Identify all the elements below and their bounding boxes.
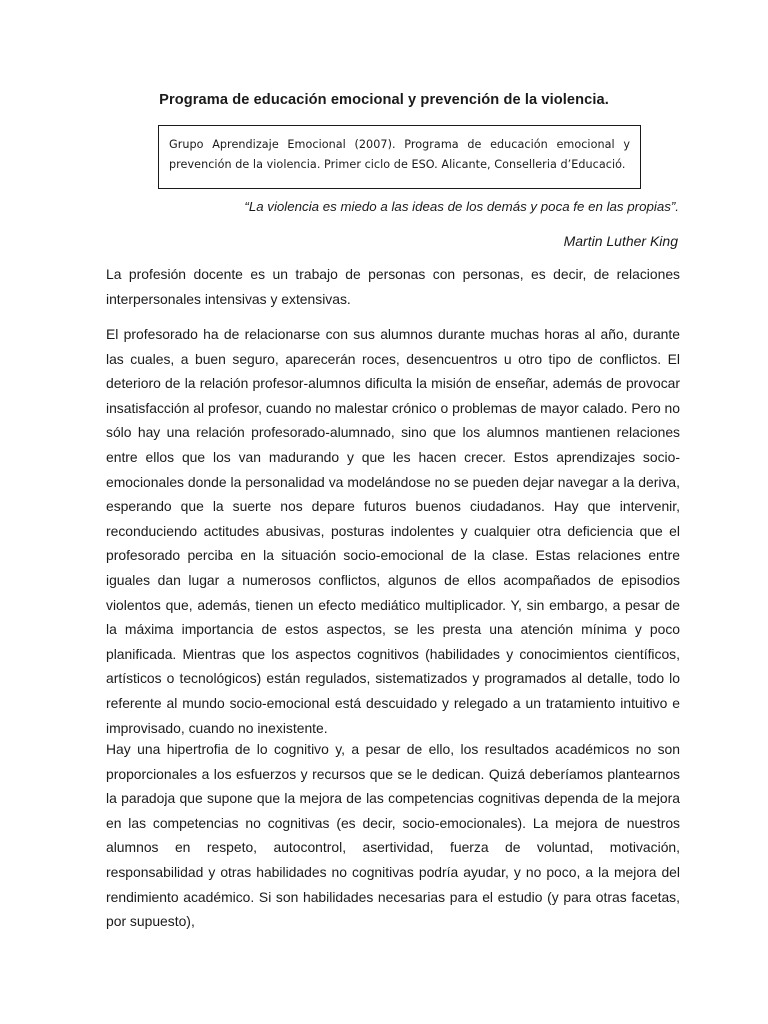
body-paragraph: Hay una hipertrofia de lo cognitivo y, a pesar de ello, los resultados académicos no son proporcionales a los esfuerzos y recursos que se le dedican. Quizá deberíamos plantearnos la paradoja que supone que la mejora de las competencias cognitivas dependa de la mejora en las competencias no cognitivas (es decir, socio-emocionales). La mejora de nuestros alumnos en respeto, autocontrol, asertividad, fuerza de voluntad, motivación, responsabilidad y otras habilidades no cognitivas podría ayudar, y no poco, a la mejora del rendimiento académico. Si son habilidades necesarias para el estudio (y para otras facetas, por supuesto), xyxy=(106,741,680,930)
document-title: Programa de educación emocional y prevención de la violencia. xyxy=(159,92,609,108)
epigraph-author: Martin Luther King xyxy=(563,233,678,249)
body-paragraph: La profesión docente es un trabajo de personas con personas, es decir, de relaciones interpersonales intensivas y extensivas. xyxy=(106,266,680,307)
body-paragraph: El profesorado ha de relacionarse con sus alumnos durante muchas horas al año, durante las cuales, a buen seguro, aparecerán roces, desencuentros u otro tipo de conflictos. El deterioro de la relación profesor-alumnos dificulta la misión de enseñar, además de provocar insatisfacción al profesor, cuando no malestar crónico o problemas de mayor calado. Pero no sólo hay una relación profesorado-alumnado, sino que los alumnos mantienen relaciones entre ellos que los van madurando y que les hacen crecer. Estos aprendizajes socio-emocionales donde la personalidad va modelándose no se pueden dejar navegar a la deriva, esperando que la suerte nos depare futuros buenos ciudadanos. Hay que intervenir, reconduciendo actitudes abusivas, posturas indolentes y cualquier otra deficiencia que el profesorado perciba en la situación socio-emocional de la clase. Estas relaciones entre iguales dan lugar a numerosos conflictos, algunos de ellos acompañados de episodios violentos que, además, tienen un efecto mediático multiplicador. Y, sin embargo, a pesar de la máxima importancia de estos aspectos, se les presta una atención mínima y poco planificada. Mientras que los aspectos cognitivos (habilidades y conocimientos científicos, artísticos o tecnológicos) están regulados, sistematizados y programados al detalle, todo lo referente al mundo socio-emocional está descuidado y relegado a un tratamiento intuitivo e improvisado, cuando no inexistente. xyxy=(106,326,680,736)
epigraph-quote: “La violencia es miedo a las ideas de los demás y poca fe en las propias”. xyxy=(244,199,679,214)
citation-text: Grupo Aprendizaje Emocional (2007). Programa de educación emocional y prevención de la violencia. Primer ciclo de ESO. Alicante, Conselleria d’Educació. xyxy=(169,138,630,171)
citation-box xyxy=(158,125,641,189)
